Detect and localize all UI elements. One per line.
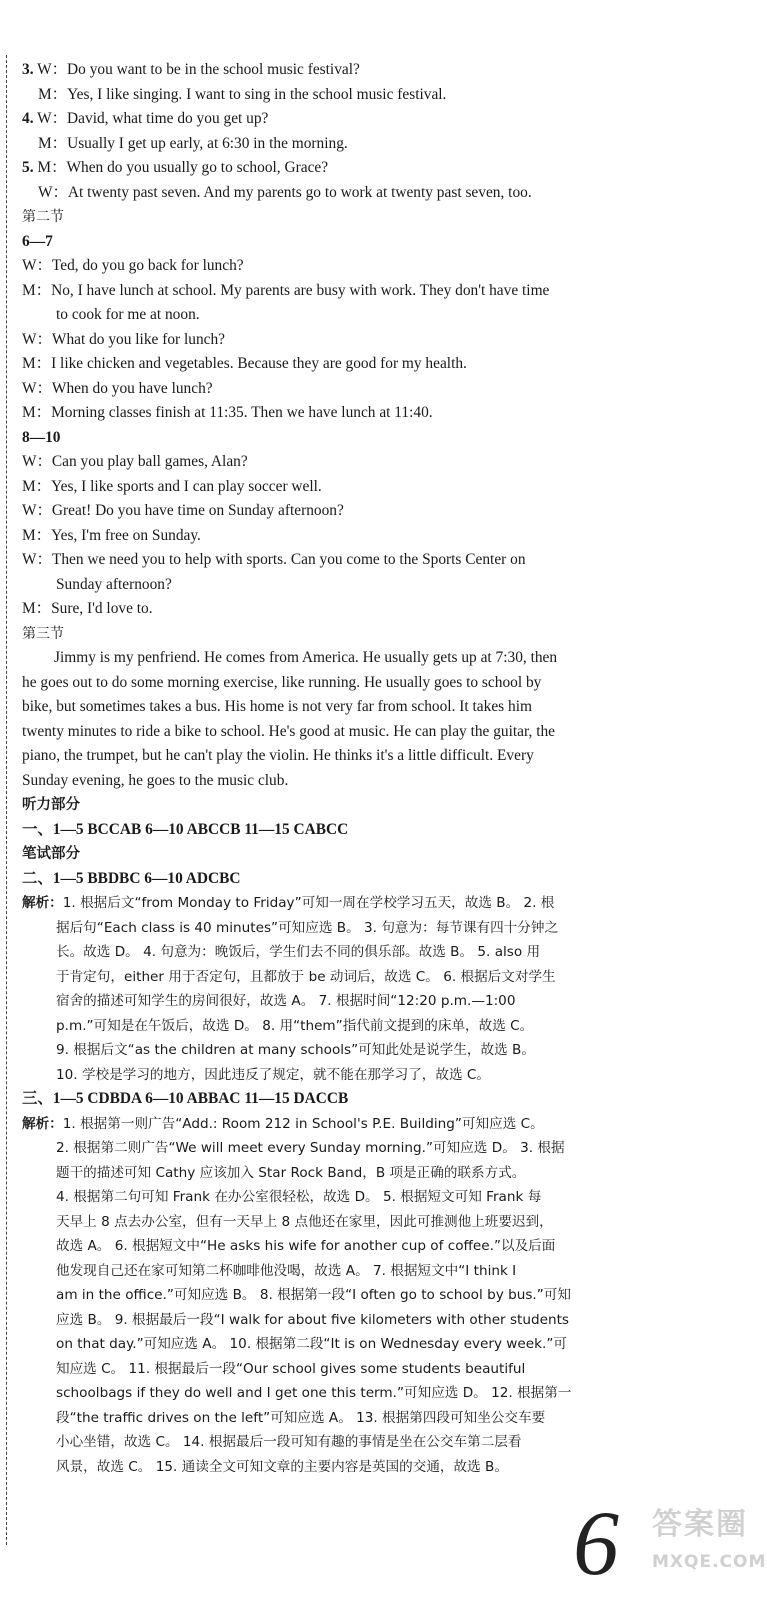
dialogue-line: M：Yes, I'm free on Sunday. <box>22 526 201 544</box>
group-label: 8—10 <box>22 428 61 446</box>
part3-explanation <box>22 1112 698 1480</box>
dialogue-line: M：Yes, I like sports and I can play soccer well. <box>22 477 322 495</box>
explanation-line: 应选 B。 9. 根据最后一段“I walk for about five kilometers with other students <box>56 1311 570 1328</box>
explanation-line: 他发现自己还在家可知第二杯咖啡他没喝，故选 A。 7. 根据短文中“I think I <box>56 1262 517 1279</box>
dialogue-line: Sunday afternoon? <box>56 575 172 593</box>
explanation-line: p.m.”可知是在午饭后，故选 D。 8. 用“them”指代前文提到的床单，故选 C。 <box>56 1017 534 1034</box>
part2-answers: 二、1—5 BBDBC 6—10 ADCBC <box>22 869 241 887</box>
explanation-label: 解析： <box>22 895 63 911</box>
dialogue-line: M：I like chicken and vegetables. Because they are good for my health. <box>22 355 467 372</box>
explanation-line: 2. 根据第二则广告“We will meet every Sunday morning.”可知应选 D。 3. 根据 <box>56 1140 565 1156</box>
explanation-line: am in the office.”可知应选 B。 8. 根据第一段“I often go to school by bus.”可知 <box>56 1287 571 1303</box>
explanation-line: 故选 A。 6. 根据短文中“He asks his wife for another cup of coffee.”以及后面 <box>56 1238 556 1254</box>
explanation-line: 宿舍的描述可知学生的房间很好，故选 A。 7. 根据时间“12:20 p.m.—1:00 <box>56 993 516 1009</box>
passage-line: twenty minutes to ride a bike to school. He's good at music. He can play the guitar, the <box>22 722 556 740</box>
explanation-line: 小心坐错，故选 C。 14. 根据最后一段可知有趣的事情是坐在公交车第二层看 <box>56 1434 522 1450</box>
passage-line: piano, the trumpet, but he can't play the violin. He thinks it's a little difficult. Every <box>22 747 534 764</box>
listening-heading: 听力部分 <box>22 797 80 813</box>
explanation-line: 天早上 8 点去办公室，但有一天早上 8 点他还在家里，因此可推测他上班要迟到， <box>56 1213 553 1230</box>
page-content <box>22 58 698 1479</box>
explanation-line: 据后句“Each class is 40 minutes”可知应选 B。 3. 句意为：每节课有四十分钟之 <box>56 919 559 936</box>
watermark-url: MXQE.COM <box>652 1552 767 1572</box>
section-title: 第三节 <box>22 625 64 642</box>
explanation-line: 4. 根据第二句可知 Frank 在办公室很轻松，故选 D。 5. 根据短文可知 Frank 每 <box>56 1189 542 1205</box>
explanation-line: 10. 学校是学习的地方，因此违反了规定，就不能在那学习了，故选 C。 <box>56 1066 490 1083</box>
dialogue-line: 3. W：Do you want to be in the school music festival? <box>22 61 360 78</box>
explanation-line: 1. 根据第一则广告“Add.: Room 212 in School's P.E. Building”可知应选 C。 <box>62 1115 544 1132</box>
group-label: 6—7 <box>22 232 53 250</box>
explanation-line: 于肯定句，either 用于否定句，且都放于 be 动词后，故选 C。 6. 根据后文对学生 <box>56 968 556 985</box>
dialogue-line: M：No, I have lunch at school. My parents are busy with work. They don't have time <box>22 281 550 299</box>
dialogue-line: W：What do you like for lunch? <box>22 330 226 348</box>
explanation-line: 题干的描述可知 Cathy 应该加入 Star Rock Band，B 项是正确的联系方式。 <box>56 1164 526 1181</box>
page-number: 6 <box>573 1492 619 1594</box>
listening-answers: 一、1—5 BCCAB 6—10 ABCCB 11—15 CABCC <box>22 820 349 838</box>
dialogue-line: M：Yes, I like singing. I want to sing in the school music festival. <box>38 85 447 103</box>
explanation-line: 风景，故选 C。 15. 通读全文可知文章的主要内容是英国的交通，故选 B。 <box>56 1458 508 1475</box>
explanation-label: 解析： <box>22 1115 63 1132</box>
passage-line: he goes out to do some morning exercise, like running. He usually goes to school by <box>22 673 542 691</box>
dialogue-line: W：At twenty past seven. And my parents go to work at twenty past seven, too. <box>38 183 532 201</box>
passage-line: bike, but sometimes takes a bus. His home is not very far from school. It takes him <box>22 698 532 715</box>
written-heading: 笔试部分 <box>22 846 80 862</box>
watermark-text: 答案圈 <box>652 1507 748 1542</box>
binding-dashed-line <box>6 55 8 1545</box>
dialogue-line: W：Then we need you to help with sports. Can you come to the Sports Center on <box>22 551 526 568</box>
dialogue-line: W：Can you play ball games, Alan? <box>22 453 248 470</box>
explanation-line: 1. 根据后文“from Monday to Friday”可知一周在学校学习五天，故选 B。 2. 根 <box>62 895 555 911</box>
section-title: 第二节 <box>22 209 64 225</box>
explanation-line: 段“the traffic drives on the left”可知应选 A。 13. 根据第四段可知坐公交车要 <box>56 1409 546 1426</box>
dialogue-line: M：Usually I get up early, at 6:30 in the morning. <box>38 134 348 152</box>
dialogue-line: W：Ted, do you go back for lunch? <box>22 257 244 274</box>
dialogue-line: to cook for me at noon. <box>56 306 200 323</box>
part2-explanation <box>22 891 698 1087</box>
passage-line: Jimmy is my penfriend. He comes from America. He usually gets up at 7:30, then <box>54 649 558 666</box>
passage-line: Sunday evening, he goes to the music club. <box>22 771 289 789</box>
watermark-logo <box>652 1500 767 1595</box>
explanation-line: 知应选 C。 11. 根据最后一段“Our school gives some students beautiful <box>56 1360 526 1377</box>
explanation-line: schoolbags if they do well and I get one this term.”可知应选 D。 12. 根据第一 <box>56 1385 572 1401</box>
part3-answers: 三、1—5 CDBDA 6—10 ABBAC 11—15 DACCB <box>22 1090 349 1107</box>
dialogue-line: W：Great! Do you have time on Sunday afternoon? <box>22 502 344 519</box>
explanation-line: 9. 根据后文“as the children at many schools”可知此处是说学生，故选 B。 <box>56 1042 535 1058</box>
dialogue-line: W：When do you have lunch? <box>22 379 213 397</box>
explanation-line: 长。故选 D。 4. 句意为：晚饭后，学生们去不同的俱乐部。故选 B。 5. also 用 <box>56 944 541 960</box>
dialogue-line: 5. M：When do you usually go to school, Grace? <box>22 159 329 176</box>
dialogue-line: M：Morning classes finish at 11:35. Then we have lunch at 11:40. <box>22 404 433 421</box>
dialogue-line: 4. W：David, what time do you get up? <box>22 110 269 127</box>
explanation-line: on that day.”可知应选 A。 10. 根据第二段“It is on Wednesday every week.”可 <box>56 1336 567 1352</box>
dialogue-line: M：Sure, I'd love to. <box>22 600 153 617</box>
